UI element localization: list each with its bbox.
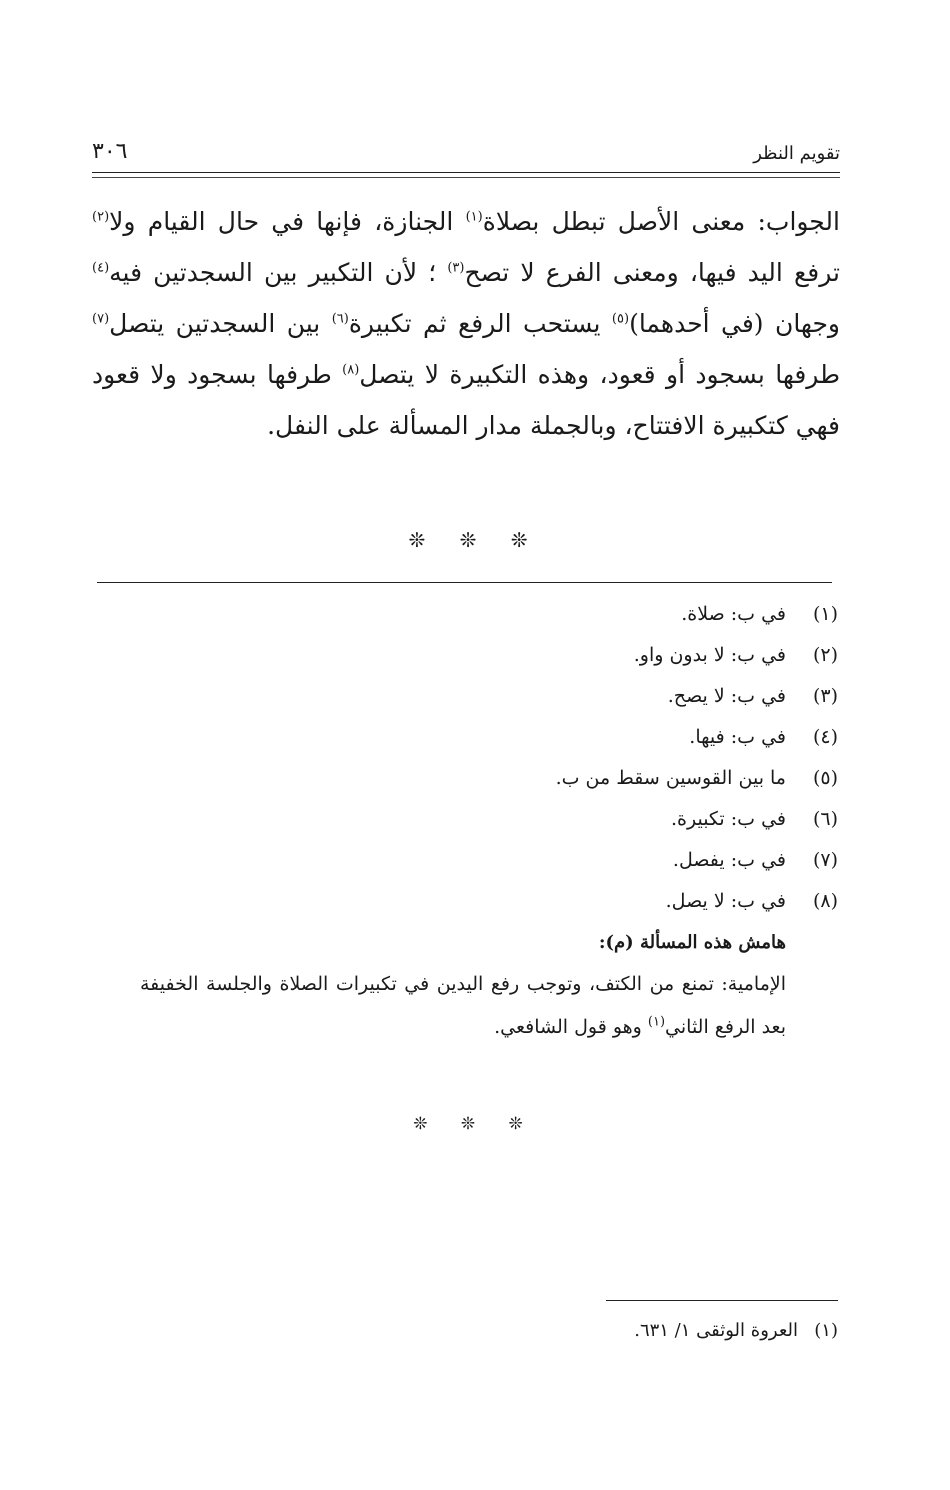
main-paragraph [92,196,840,451]
header-rule-secondary [92,177,840,178]
footnote-ref: (١) [465,209,483,225]
text-segment: ؛ لأن التكبير بين السجدتين فيه [109,258,448,287]
footnote-item [92,758,838,799]
footnote-text: ما بين القوسين سقط من ب. [555,767,786,789]
footnote-item [92,840,838,881]
text-segment: بين السجدتين يتصل [109,309,332,338]
footnote-number: (٥) [812,767,838,789]
footnote-text: في ب: فيها. [689,726,786,748]
footnote-ref: (٨) [342,362,360,378]
sub-footnote [634,1314,838,1348]
footnote-text: في ب: يفصل. [672,849,786,871]
footnote-ref: (٥) [611,311,630,327]
footnote-text: العروة الوثقى ١/ ٦٣١. [634,1320,798,1341]
margin-note-text: الإمامية: تمنع من الكتف، وتوجب رفع اليدين في تكبيرات الصلاة والجلسة الخفيفة بعد الرفع الثاني [140,973,786,1038]
footnote-item [92,717,838,758]
footnote-number: (٤) [812,726,838,748]
footnote-number: (٢) [812,644,838,666]
footnote-ref: (٦) [331,311,349,327]
section-separator: ❊ ❊ ❊ [413,1114,537,1134]
footnote-ref: (٣) [447,260,465,276]
footnote-rule [97,582,832,583]
footnote-text: في ب: لا بدون واو. [633,644,786,666]
footnote-ref: (١) [647,1014,666,1030]
footnote-item [92,881,838,922]
footnote-number: (٦) [812,808,838,830]
text-segment: الجنازة، فإنها في حال القيام ولا [109,207,466,236]
footnote-text: في ب: لا يصح. [667,685,786,707]
footnote-ref: (٢) [92,209,110,225]
footnote-number: (٨) [812,890,838,912]
text-segment: وجهان (في أحدهما) [629,309,840,338]
margin-note-title: هامش هذه المسألة (م): [598,932,786,953]
footnote-item [92,676,838,717]
footnote-number: (١) [814,1320,838,1341]
footnote-number: (١) [812,603,838,625]
footnote-ref: (٧) [92,311,110,327]
footnote-item [92,635,838,676]
text-segment: الجواب: معنى الأصل تبطل بصلاة [482,207,841,236]
section-separator: ❊ ❊ ❊ [408,528,542,552]
page-header [92,124,840,164]
page-number: ٣٠٦ [92,139,128,164]
footnote-text: في ب: تكبيرة. [670,808,786,830]
footnote-text: في ب: لا يصل. [665,890,786,912]
footnotes [92,594,838,1049]
running-title: تقويم النظر [753,143,840,164]
header-rule [92,172,840,173]
margin-note-body [140,963,786,1049]
footnote-item [92,594,838,635]
footnote-item [92,799,838,840]
text-segment: طرفها بسجود أو قعود، وهذه التكبيرة لا يتصل [359,360,841,389]
text-segment: يستحب الرفع ثم تكبيرة [348,309,612,338]
text-segment: طرفها بسجود ولا قعود فهي كتكبيرة الافتتاح، وبالجملة مدار المسألة على النفل. [92,360,840,440]
footnote-text: في ب: صلاة. [681,603,786,625]
footnote-ref: (٤) [92,260,110,276]
footnote-number: (٣) [812,685,838,707]
margin-note-text: وهو قول الشافعي. [494,1016,648,1038]
text-segment: ترفع اليد فيها، ومعنى الفرع لا تصح [464,258,840,287]
footnote-number: (٧) [812,849,838,871]
sub-footnote-rule [606,1300,838,1301]
